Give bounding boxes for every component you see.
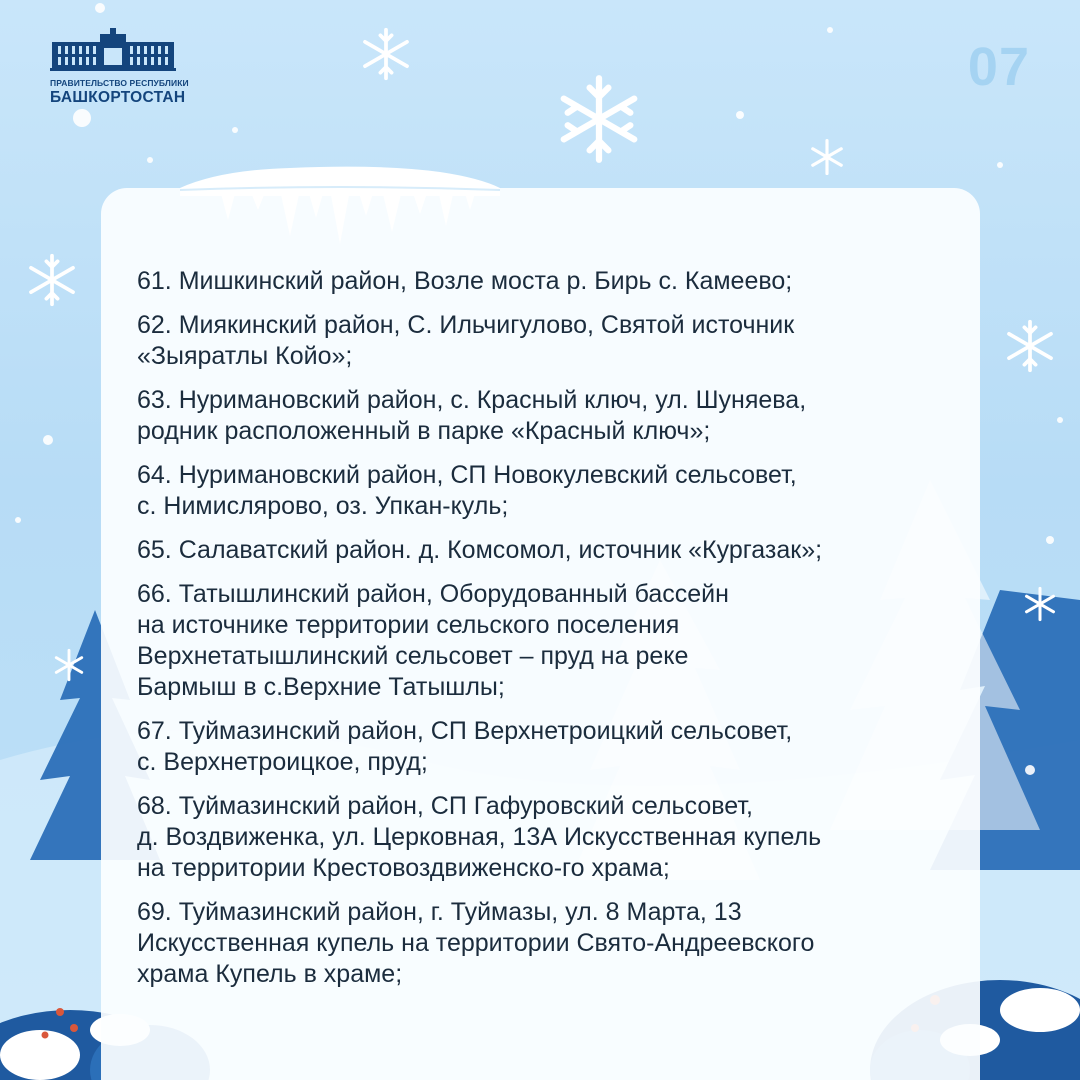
snowflake-icon [552, 72, 646, 166]
list-item: 64. Нуримановский район, СП Новокулевский сельсовет, с. Нимислярово, оз. Упкан-куль; [137, 461, 797, 520]
list-item: 66. Татышлинский район, Оборудованный бассейн на источнике территории сельского поселения Верхнетатышлинский сельсовет – пруд на реке Бармыш в с.Верхние Татышлы; [137, 580, 729, 701]
list-item: 65. Салаватский район. д. Комсомол, источник «Кургазак»; [137, 536, 823, 564]
snowflake-icon [358, 26, 414, 82]
logo-line2: БАШКОРТОСТАН [50, 89, 186, 106]
list-item: 69. Туймазинский район, г. Туймазы, ул. 8 Марта, 13 Искусственная купель на территории Свято-Андреевского храма Купель в храме; [137, 898, 815, 988]
location-list [137, 266, 967, 1003]
icicles-decoration [180, 160, 500, 250]
list-item: 68. Туймазинский район, СП Гафуровский сельсовет, д. Воздвиженка, ул. Церковная, 13А Искусственная купель на территории Крестовоздвиженско-го храма; [137, 792, 822, 882]
government-building-icon [50, 28, 176, 72]
snowflake-icon [1022, 586, 1058, 622]
snowflake-icon [808, 138, 846, 176]
list-item: 63. Нуримановский район, с. Красный ключ, ул. Шуняева, родник расположенный в парке «Красный ключ»; [137, 386, 807, 445]
list-item: 61. Мишкинский район, Возле моста р. Бирь с. Камеево; [137, 267, 793, 295]
snowflake-icon [1002, 318, 1058, 374]
page-number: 07 [967, 37, 1030, 97]
snowflake-icon [52, 648, 86, 682]
snowflake-icon [24, 252, 80, 308]
government-logo [50, 28, 190, 107]
list-item: 62. Миякинский район, С. Ильчигулово, Святой источник «Зыяратлы Койо»; [137, 311, 795, 370]
logo-line1: ПРАВИТЕЛЬСТВО РЕСПУБЛИКИ [50, 78, 189, 88]
list-item: 67. Туймазинский район, СП Верхнетроицкий сельсовет, с. Верхнетроицкое, пруд; [137, 717, 793, 776]
